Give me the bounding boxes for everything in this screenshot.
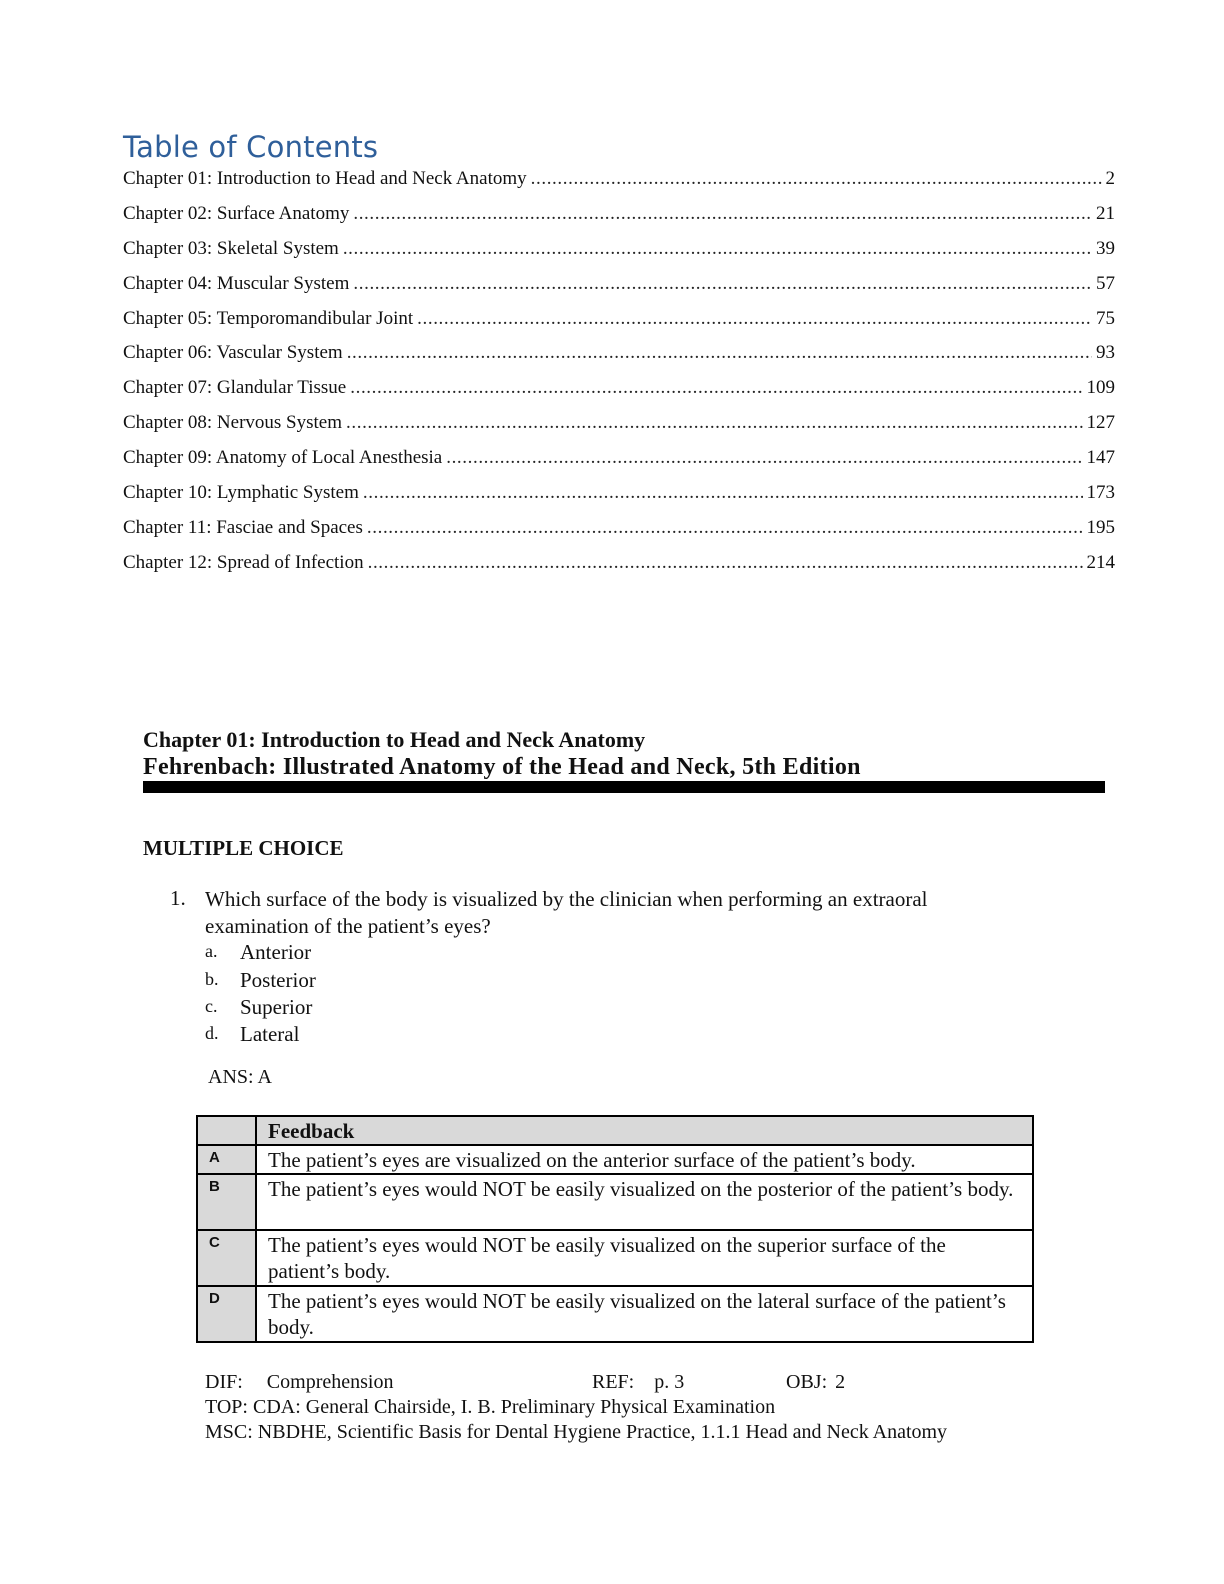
book-title: Fehrenbach: Illustrated Anatomy of the Head and Neck, 5th Edition <box>143 754 861 780</box>
toc-entry-page: 173 <box>1086 482 1115 504</box>
toc-entry[interactable] <box>123 342 1115 377</box>
toc-entry-label: Chapter 10: Lymphatic System <box>123 482 359 504</box>
question-text: Which surface of the body is visualized by the clinician when performing an extraoral examination of the patient’s eyes? <box>205 887 928 938</box>
option-text: Lateral <box>240 1022 300 1046</box>
toc-leader <box>353 203 1092 225</box>
toc-title: Table of Contents <box>123 130 379 164</box>
toc-entry[interactable] <box>123 482 1115 517</box>
toc-entry-page: 214 <box>1086 551 1115 573</box>
feedback-key: A <box>197 1145 256 1174</box>
option-c <box>205 995 312 1020</box>
toc-leader <box>363 482 1083 504</box>
feedback-text: The patient’s eyes would NOT be easily visualized on the superior surface of the patient’s body. <box>256 1230 1033 1286</box>
feedback-row <box>197 1286 1033 1342</box>
feedback-row <box>197 1145 1033 1174</box>
ref-label: REF: <box>592 1371 635 1393</box>
feedback-row <box>197 1174 1033 1230</box>
feedback-table <box>196 1115 1034 1343</box>
toc-entry[interactable] <box>123 308 1115 343</box>
feedback-key: D <box>197 1286 256 1342</box>
chapter-heading: Chapter 01: Introduction to Head and Neck Anatomy <box>143 727 646 752</box>
toc-entry-page: 147 <box>1086 447 1115 469</box>
toc-entry-label: Chapter 12: Spread of Infection <box>123 551 364 573</box>
toc-entry-page: 195 <box>1086 516 1115 538</box>
toc-entry-page: 57 <box>1096 272 1115 294</box>
toc-entry-label: Chapter 01: Introduction to Head and Neck Anatomy <box>123 168 527 189</box>
option-letter: d. <box>205 1023 219 1043</box>
heading-rule <box>143 781 1105 793</box>
toc-entry-page: 93 <box>1096 342 1115 364</box>
meta-obj <box>786 1371 845 1394</box>
feedback-text: The patient’s eyes would NOT be easily visualized on the posterior of the patient’s body. <box>256 1174 1033 1230</box>
toc-entry-page: 21 <box>1096 202 1115 224</box>
meta-ref <box>592 1371 684 1394</box>
section-heading: MULTIPLE CHOICE <box>143 836 344 860</box>
toc-leader <box>531 168 1102 190</box>
toc-leader <box>367 517 1083 539</box>
toc-entry-label: Chapter 05: Temporomandibular Joint <box>123 307 414 329</box>
toc-leader <box>417 308 1092 330</box>
ref-value: p. 3 <box>654 1371 685 1393</box>
toc-entry-label: Chapter 08: Nervous System <box>123 412 343 434</box>
toc-leader <box>347 342 1092 364</box>
toc-entry-page: 127 <box>1086 412 1115 434</box>
feedback-text: The patient’s eyes would NOT be easily visualized on the lateral surface of the patient’s body. <box>256 1286 1033 1342</box>
option-text: Superior <box>240 995 313 1019</box>
feedback-header-key <box>197 1116 256 1145</box>
meta-top: TOP: CDA: General Chairside, I. B. Preliminary Physical Examination <box>205 1396 776 1418</box>
toc-entry[interactable] <box>123 377 1115 412</box>
toc-entry[interactable] <box>123 517 1115 552</box>
meta-dif <box>205 1371 393 1394</box>
toc-leader <box>353 273 1092 295</box>
toc-leader <box>343 238 1092 260</box>
toc-list <box>123 168 1115 587</box>
feedback-key: B <box>197 1174 256 1230</box>
answer: ANS: A <box>208 1066 272 1088</box>
option-b <box>205 968 316 993</box>
toc-entry[interactable] <box>123 168 1115 203</box>
question-number: 1. <box>170 886 186 910</box>
option-letter: b. <box>205 969 219 989</box>
toc-entry[interactable] <box>123 273 1115 308</box>
toc-leader <box>346 412 1082 434</box>
feedback-text: The patient’s eyes are visualized on the anterior surface of the patient’s body. <box>256 1145 1033 1174</box>
feedback-header-row <box>197 1116 1033 1145</box>
toc-entry[interactable] <box>123 203 1115 238</box>
toc-leader <box>446 447 1082 469</box>
toc-entry[interactable] <box>123 552 1115 587</box>
toc-entry-label: Chapter 04: Muscular System <box>123 272 350 294</box>
toc-entry-label: Chapter 09: Anatomy of Local Anesthesia <box>123 447 443 469</box>
dif-value: Comprehension <box>266 1371 394 1393</box>
toc-entry-label: Chapter 03: Skeletal System <box>123 237 339 259</box>
toc-entry-label: Chapter 11: Fasciae and Spaces <box>123 516 363 538</box>
toc-entry-page: 109 <box>1086 377 1115 399</box>
toc-entry[interactable] <box>123 447 1115 482</box>
dif-label: DIF: <box>205 1371 243 1393</box>
option-text: Posterior <box>240 968 316 992</box>
obj-label: OBJ: <box>786 1371 828 1393</box>
meta-msc: MSC: NBDHE, Scientific Basis for Dental Hygiene Practice, 1.1.1 Head and Neck Anatomy <box>205 1421 948 1443</box>
obj-value: 2 <box>835 1371 846 1393</box>
toc-entry-label: Chapter 02: Surface Anatomy <box>123 202 350 224</box>
toc-entry-page: 39 <box>1096 237 1115 259</box>
feedback-row <box>197 1230 1033 1286</box>
feedback-key: C <box>197 1230 256 1286</box>
option-a <box>205 940 311 965</box>
toc-entry[interactable] <box>123 238 1115 273</box>
toc-entry-page: 2 <box>1105 168 1115 189</box>
toc-entry-label: Chapter 07: Glandular Tissue <box>123 377 347 399</box>
toc-entry[interactable] <box>123 412 1115 447</box>
option-text: Anterior <box>240 940 312 964</box>
option-d <box>205 1022 299 1047</box>
option-letter: c. <box>205 996 218 1016</box>
toc-entry-page: 75 <box>1096 307 1115 329</box>
toc-leader <box>350 377 1082 399</box>
feedback-header: Feedback <box>256 1116 1033 1145</box>
toc-leader <box>368 552 1083 574</box>
toc-entry-label: Chapter 06: Vascular System <box>123 342 343 364</box>
option-letter: a. <box>205 941 218 961</box>
